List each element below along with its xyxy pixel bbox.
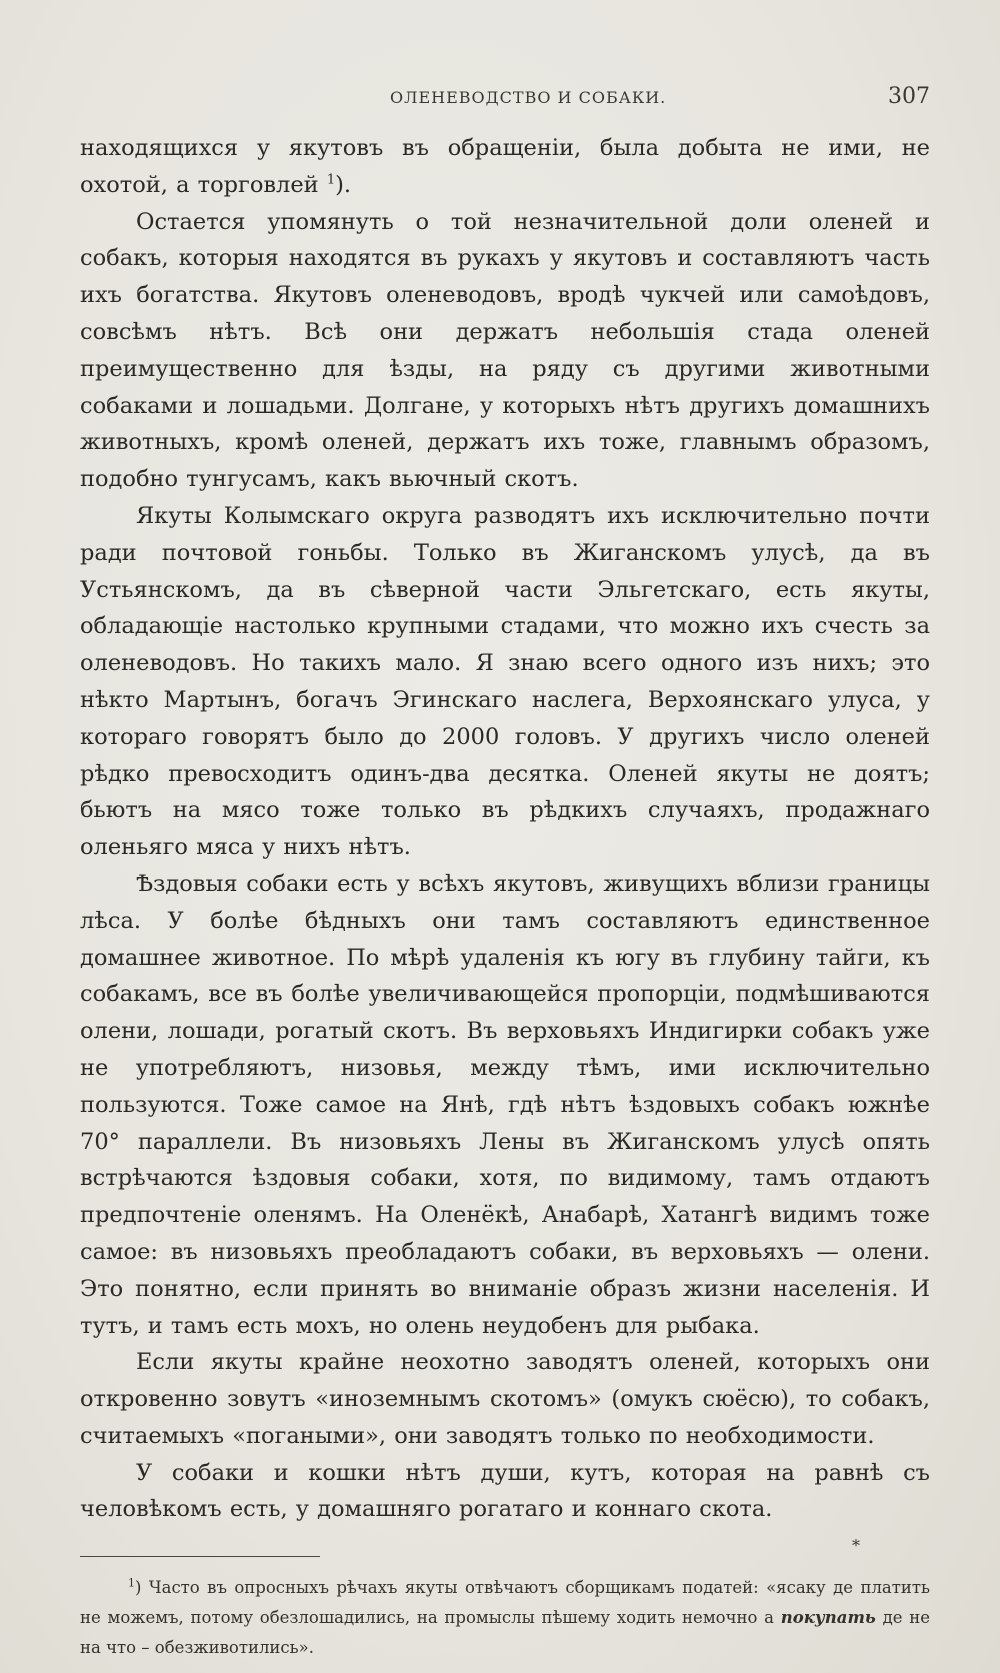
closing-paren: ).: [335, 171, 352, 198]
body-text: [80, 130, 930, 1528]
running-head: ОЛЕНЕВОДСТВО И СОБАКИ.: [390, 88, 667, 107]
paragraph: Якуты Колымскаго округа разводятъ ихъ исключительно почти ради почтовой гоньбы. Только въ Жиганскомъ улусѣ, да въ Устьянскомъ, да въ сѣверной части Эльгетскаго, есть якуты, обладающiе настолько крупными стадами, что можно ихъ счесть за оленеводовъ. Но такихъ мало. Я знаю всего одного изъ нихъ; это нѣкто Мартынъ, богачъ Эгинскаго наслега, Верхоянскаго улуса, у котораго говорятъ было до 2000 головъ. У другихъ число оленей рѣдко превосходитъ одинъ-два десятка. Оленей якуты не доятъ; бьютъ на мясо тоже только въ рѣдкихъ случаяхъ, продажнаго оленьяго мяса у нихъ нѣтъ.: [80, 502, 930, 861]
footnote-text-end: де не на что – обезживотились».: [80, 1608, 930, 1658]
footnote-emphasis: покупать: [780, 1608, 876, 1628]
page-number: 307: [888, 84, 930, 109]
printer-mark: *: [852, 1536, 860, 1555]
footnote: [80, 1573, 930, 1663]
paragraph: У собаки и кошки нѣтъ души, кутъ, которая на равнѣ съ человѣкомъ есть, у домашняго рогатаго и коннаго скота.: [80, 1459, 930, 1523]
paragraph-text: находящихся у якутовъ въ обращенiи, была добыта не ими, не охотой, а торговлей: [80, 135, 930, 198]
paragraph: Ѣздовыя собаки есть у всѣхъ якутовъ, живущихъ вблизи границы лѣса. У болѣе бѣдныхъ они тамъ составляютъ единственное домашнее животное. По мѣрѣ удаленiя къ югу въ глубину тайги, къ собакамъ, все въ болѣе увеличивающейся пропорцiи, подмѣшиваются олени, лошади, рогатый скотъ. Въ верховьяхъ Индигирки собакъ уже не употребляютъ, низовья, между тѣмъ, ими исключительно пользуются. Тоже самое на Янѣ, гдѣ нѣтъ ѣздовыхъ собакъ южнѣе 70° параллели. Въ низовьяхъ Лены въ Жиганскомъ улусѣ опять встрѣчаются ѣздовыя собаки, хотя, по видимому, тамъ отдаютъ предпочтенiе оленямъ. На Оленёкѣ, Анабарѣ, Хатангѣ видимъ тоже самое: въ низовьяхъ преобладаютъ собаки, въ верховьяхъ — олени. Это понятно, если принять во вниманiе образъ жизни населенiя. И тутъ, и тамъ есть мохъ, но олень неудобенъ для рыбака.: [80, 870, 930, 1339]
footnote-marker: 1: [128, 1576, 135, 1590]
paragraph: Если якуты крайне неохотно заводятъ оленей, которыхъ они откровенно зовутъ «иноземнымъ скотомъ» (омукъ сюёсю), то собакъ, считаемыхъ «погаными», они заводятъ только по необходимости.: [80, 1349, 930, 1449]
paragraph-continuation: [80, 130, 930, 204]
paragraph: Остается упомянуть о той незначительной доли оленей и собакъ, которыя находятся въ рукахъ у якутовъ и составляютъ часть ихъ богатства. Якутовъ оленеводовъ, вродѣ чукчей или самоѣдовъ, совсѣмъ нѣтъ. Всѣ они держатъ небольшiя стада оленей преимущественно для ѣзды, на ряду съ другими животными собаками и лошадьми. Долгане, у которыхъ нѣтъ другихъ домашнихъ животныхъ, кромѣ оленей, держатъ ихъ тоже, главнымъ образомъ, подобно тунгусамъ, какъ вьючный скотъ.: [80, 208, 930, 493]
footnote-text: ) Часто въ опросныхъ рѣчахъ якуты отвѣчаютъ сборщикамъ податей: «ясаку де платить не можемъ, потому обезлошадились, на промыслы пѣшему ходить немочно а: [80, 1578, 930, 1628]
footnote-reference: 1: [326, 172, 336, 188]
page-header: [80, 84, 930, 124]
footnote-divider: [80, 1556, 320, 1557]
